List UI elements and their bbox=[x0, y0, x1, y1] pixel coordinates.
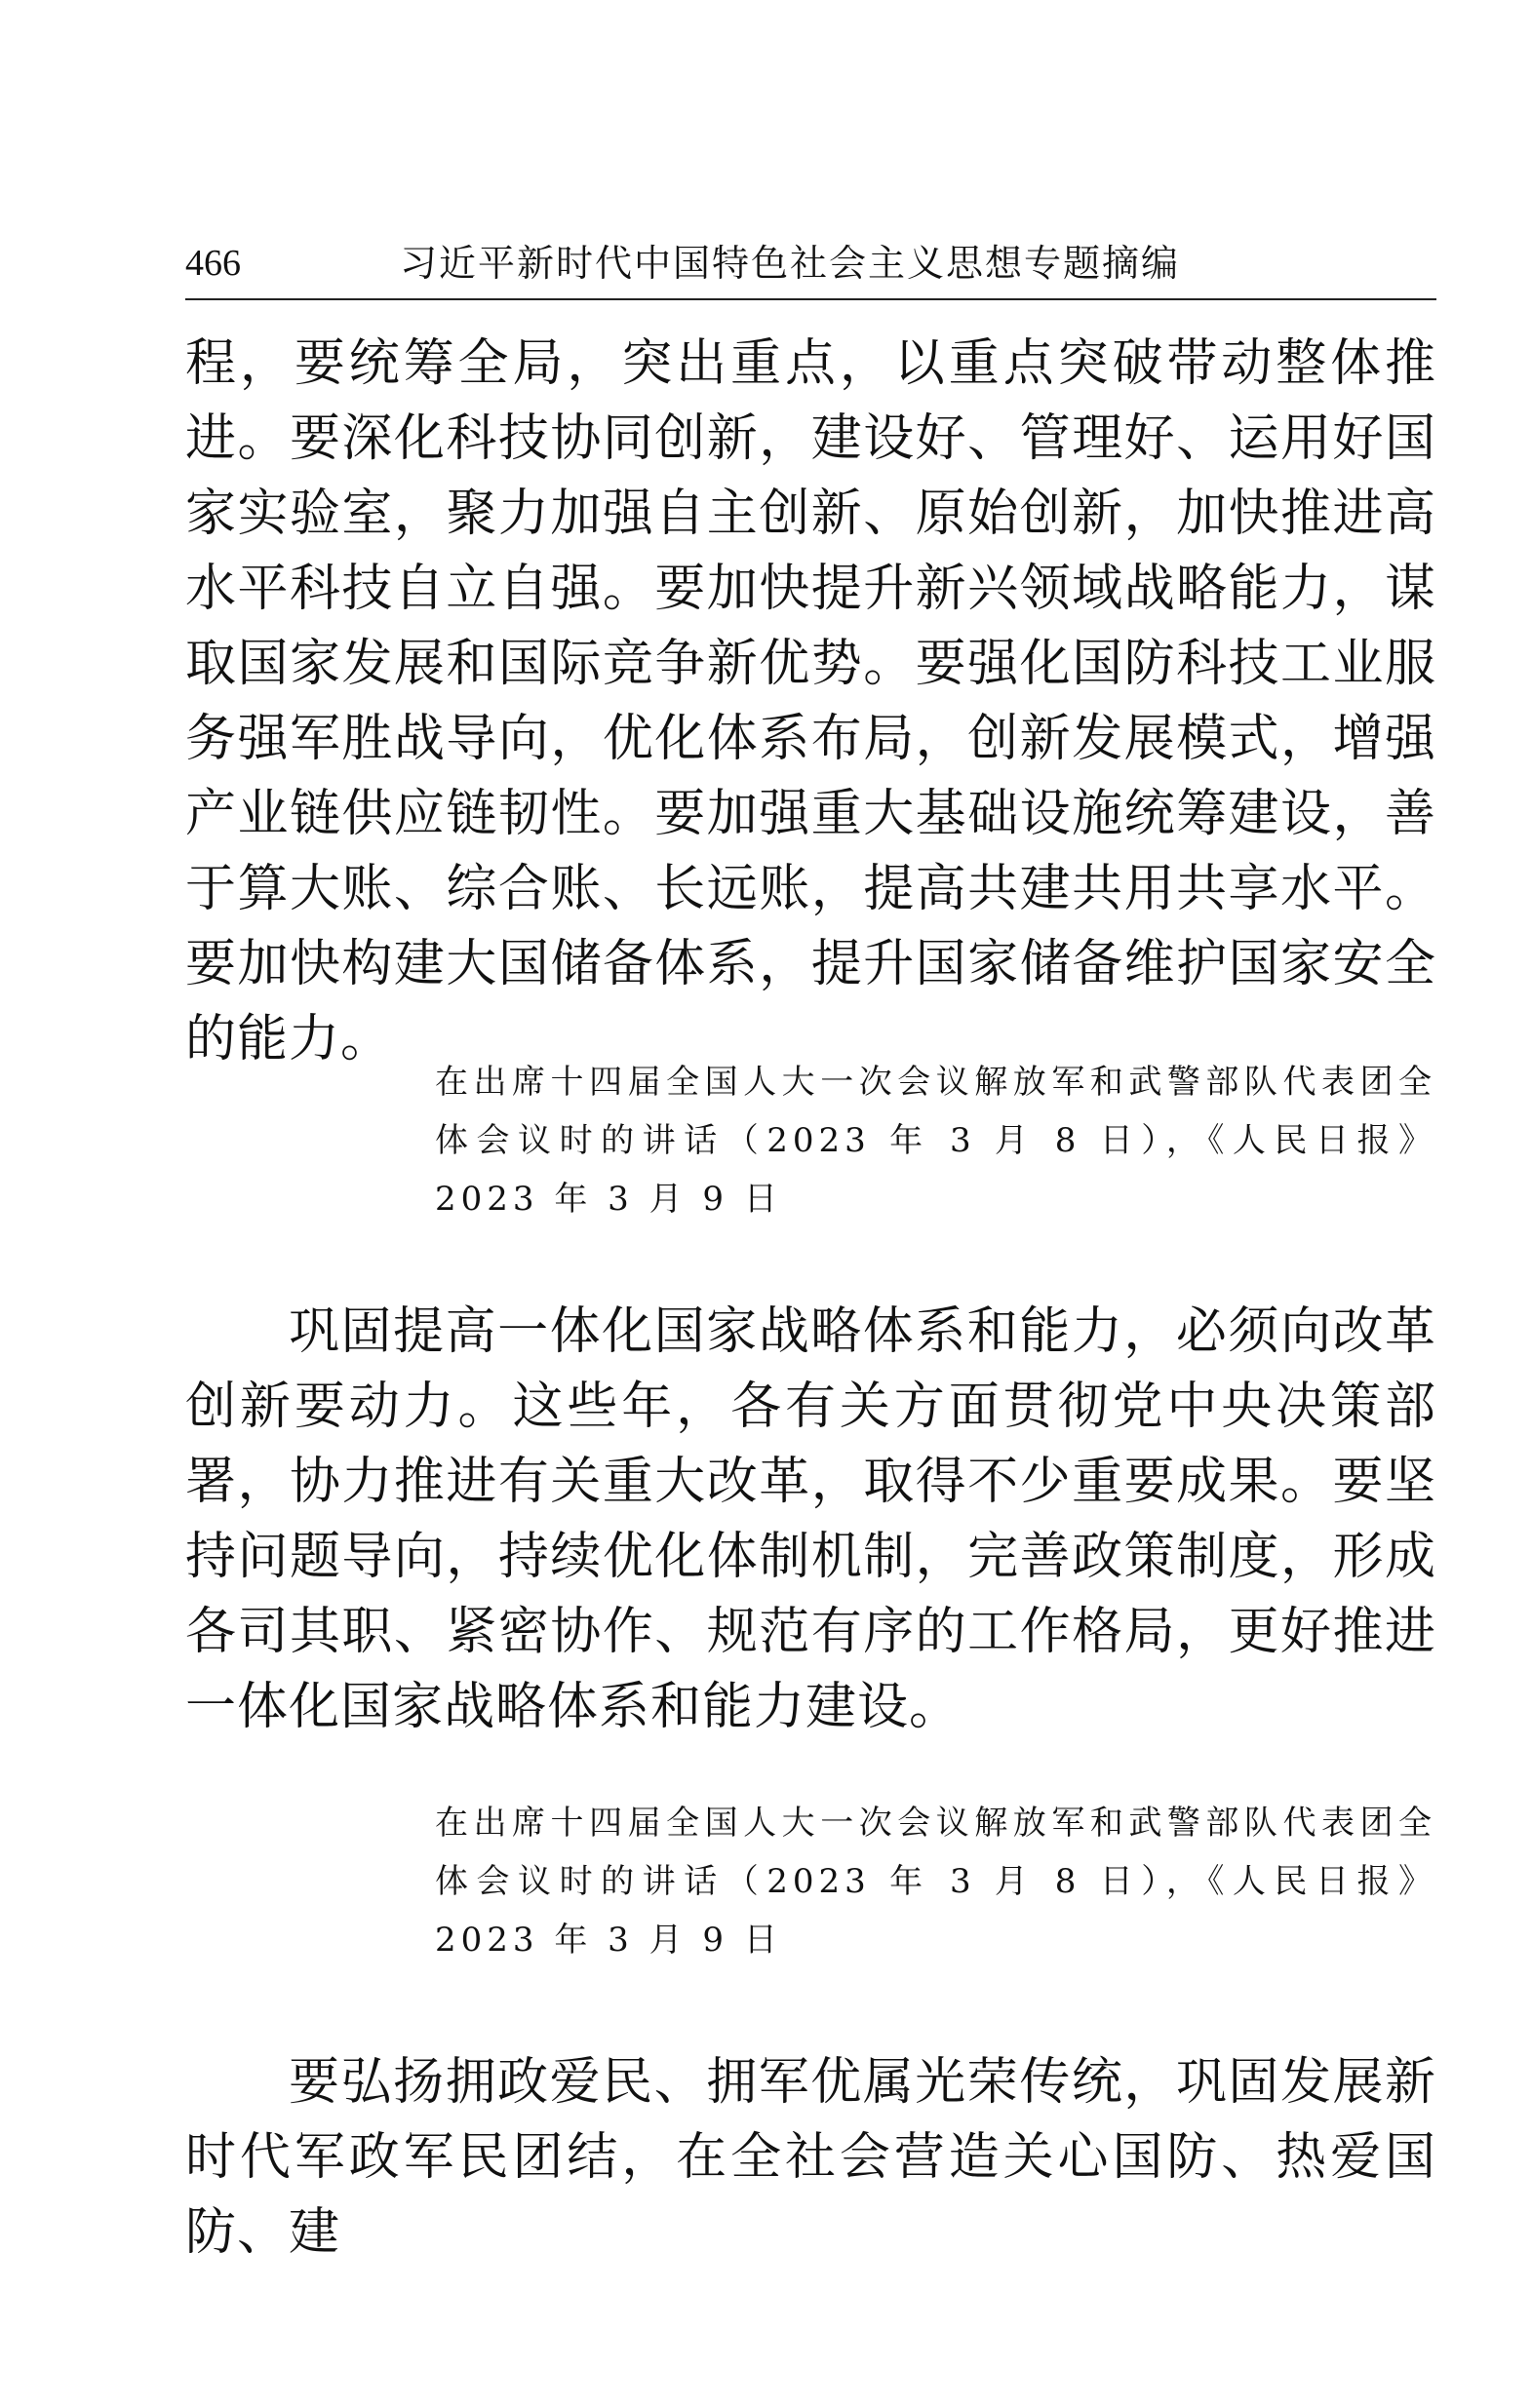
running-title: 习近平新时代中国特色社会主义思想专题摘编 bbox=[400, 242, 1181, 285]
source-citation-1: 在出席十四届全国人大一次会议解放军和武警部队代表团全体会议时的讲话（2023 年 3 月 8 日），《人民日报》2023 年 3 月 9 日 bbox=[435, 1063, 1436, 1219]
header-divider bbox=[185, 298, 1436, 300]
page-header bbox=[185, 234, 1434, 302]
body-paragraph-1: 程，要统筹全局，突出重点，以重点突破带动整体推进。要深化科技协同创新，建设好、管理好、运用好国家实验室，聚力加强自主创新、原始创新，加快推进高水平科技自立自强。要加快提升新兴领域战略能力，谋取国家发展和国际竞争新优势。要强化国防科技工业服务强军胜战导向，优化体系布局，创新发展模式，增强产业链供应链韧性。要加强重大基础设施统筹建设，善于算大账、综合账、长远账，提高共建共用共享水平。要加快构建大国储备体系，提升国家储备维护国家安全的能力。 bbox=[185, 334, 1436, 1068]
body-paragraph-3: 要弘扬拥政爱民、拥军优属光荣传统，巩固发展新时代军政军民团结，在全社会营造关心国防、热爱国防、建 bbox=[185, 2053, 1436, 2262]
source-citation-2: 在出席十四届全国人大一次会议解放军和武警部队代表团全体会议时的讲话（2023 年 3 月 8 日），《人民日报》2023 年 3 月 9 日 bbox=[435, 1804, 1436, 1960]
page-number: 466 bbox=[185, 243, 241, 284]
body-paragraph-2: 巩固提高一体化国家战略体系和能力，必须向改革创新要动力。这些年，各有关方面贯彻党中央决策部署，协力推进有关重大改革，取得不少重要成果。要坚持问题导向，持续优化体制机制，完善政策制度，形成各司其职、紧密协作、规范有序的工作格局，更好推进一体化国家战略体系和能力建设。 bbox=[185, 1302, 1436, 1736]
